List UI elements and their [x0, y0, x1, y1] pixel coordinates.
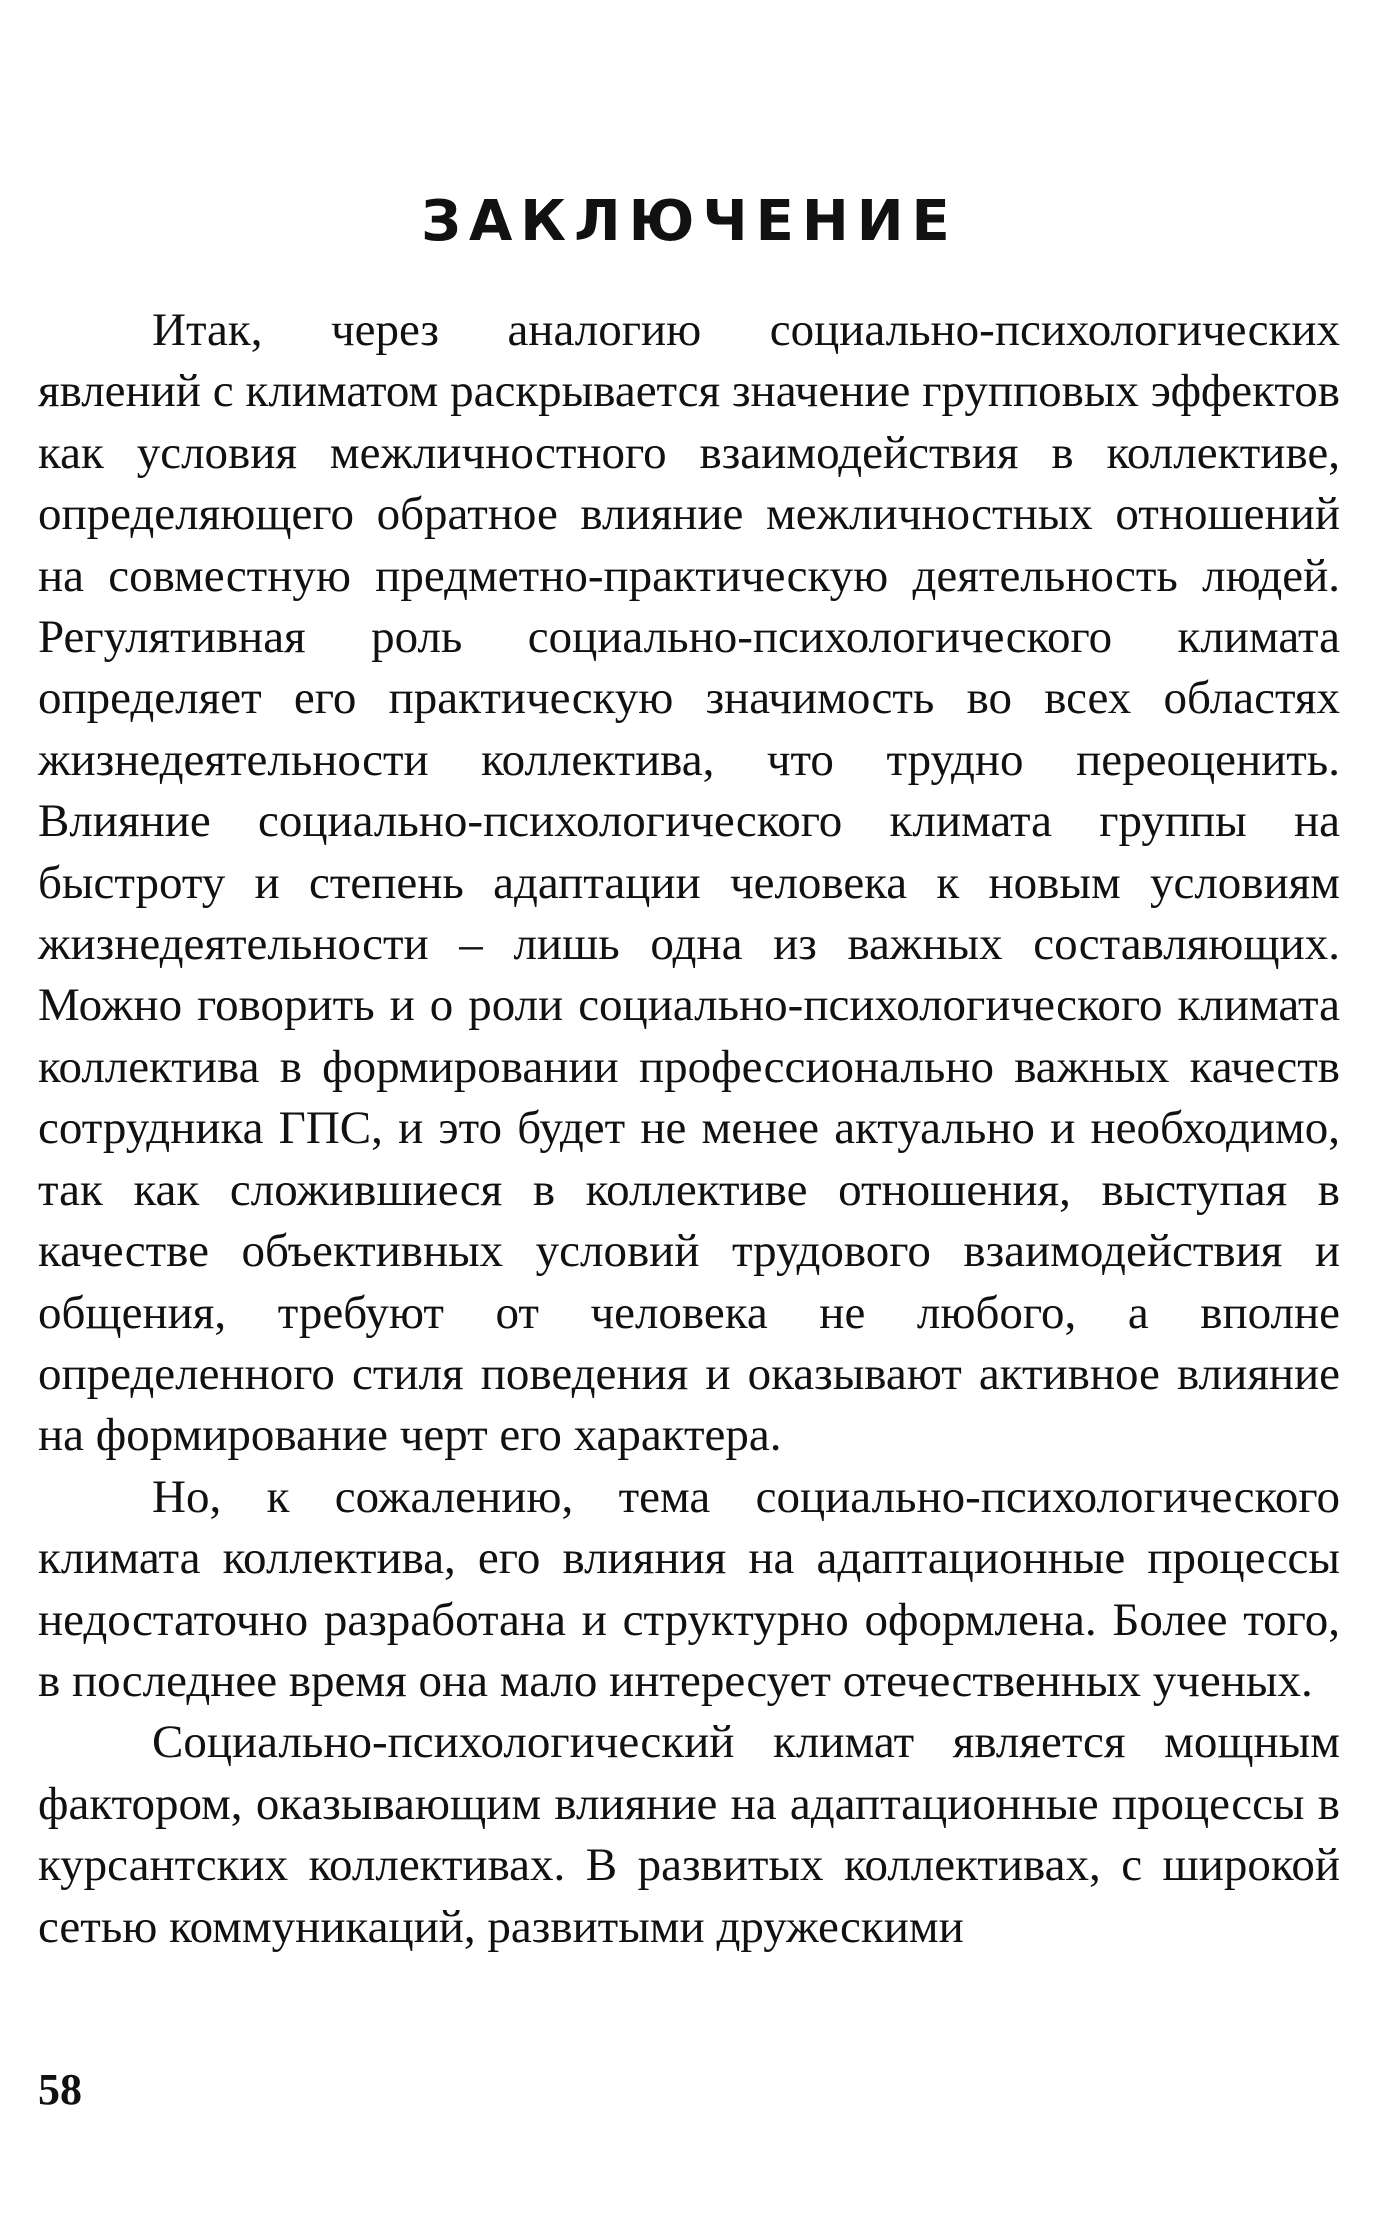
body-text [38, 300, 1340, 1958]
page-number: 58 [38, 2065, 82, 2114]
chapter-heading: ЗАКЛЮЧЕНИЕ [421, 189, 958, 254]
paragraph-3: Социально-психологический климат является мощным фактором, оказывающим влияние на адаптационные процессы в курсантских коллективах. В развитых коллективах, с широкой сетью коммуникаций, развитыми дружескими [38, 1716, 1340, 1953]
paragraph-1: Итак, через аналогию социально-психологических явлений с климатом раскрывается значение групповых эффектов как условия межличностного взаимодействия в коллективе, определяющего обратное влияние межличностных отношений на совместную предметно-практическую деятельность людей. Регулятивная роль социально-психологического климата определяет его практическую значимость во всех областях жизнедеятельности коллектива, что трудно переоценить. Влияние социально-психологического климата группы на быстроту и степень адаптации человека к новым условиям жизнедеятельности – лишь одна из важных составляющих. Можно говорить и о роли социально-психологического климата коллектива в формировании профессионально важных качеств сотрудника ГПС, и это будет не менее актуально и необходимо, так как сложившиеся в коллективе отношения, выступая в качестве объективных условий трудового взаимодействия и общения, требуют от человека не любого, а вполне определенного стиля поведения и оказывают активное влияние на формирование черт его характера. [38, 304, 1340, 1462]
paragraph-2: Но, к сожалению, тема социально-психологического климата коллектива, его влияния на адаптационные процессы недостаточно разработана и структурно оформлена. Более того, в последнее время она мало интересует отечественных ученых. [38, 1470, 1340, 1707]
